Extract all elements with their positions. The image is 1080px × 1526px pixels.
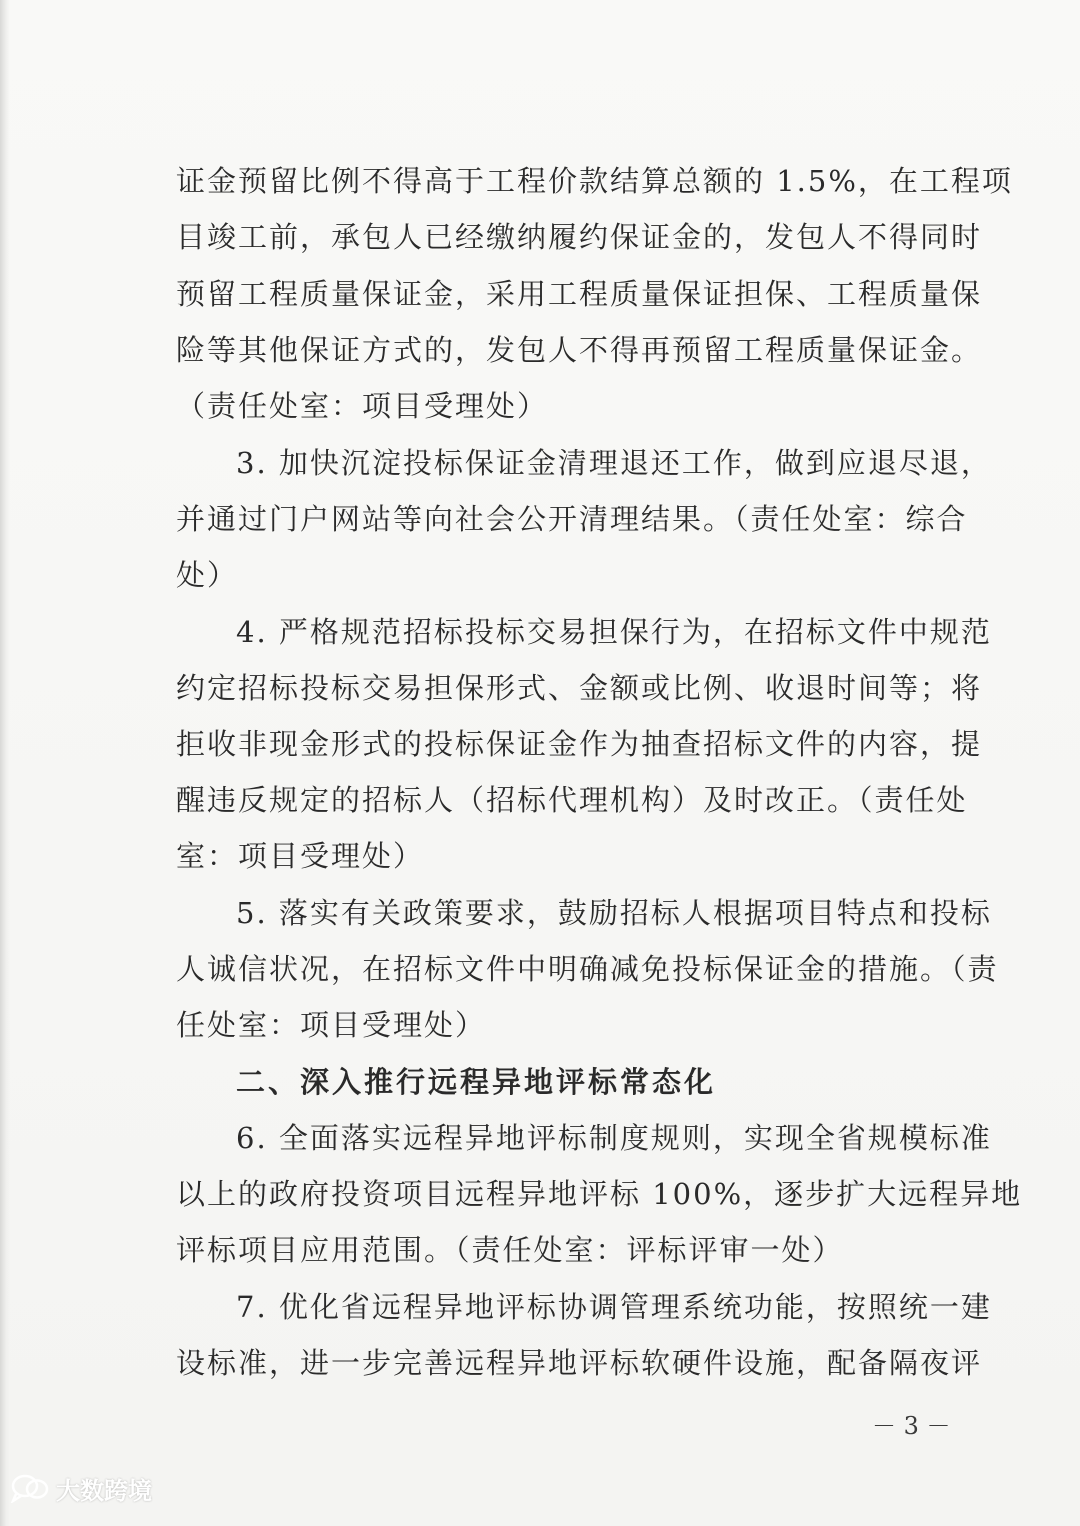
body-line: 目竣工前，承包人已经缴纳履约保证金的，发包人不得同时 (176, 220, 983, 254)
body-line: 并通过门户网站等向社会公开清理结果。（责任处室：综合 (176, 502, 968, 536)
list-item-4-start: 4. 严格规范招标投标交易担保行为，在招标文件中规范 (236, 615, 992, 649)
body-line: 约定招标投标交易担保形式、金额或比例、收退时间等；将 (176, 671, 983, 705)
body-line: 处） (176, 558, 239, 592)
section-heading: 二、深入推行远程异地评标常态化 (236, 1065, 717, 1099)
list-item-7-start: 7. 优化省远程异地评标协调管理系统功能，按照统一建 (236, 1290, 992, 1324)
body-line: （责任处室：项目受理处） (176, 389, 549, 423)
body-line: 醒违反规定的招标人（招标代理机构）及时改正。（责任处 (176, 783, 968, 817)
watermark (10, 1470, 152, 1506)
body-line: 以上的政府投资项目远程异地评标 100%，逐步扩大远程异地 (176, 1177, 1023, 1211)
body-line: 评标项目应用范围。（责任处室：评标评审一处） (176, 1233, 844, 1267)
chat-bubble-logo-icon (10, 1473, 50, 1503)
body-line: 室：项目受理处） (176, 839, 425, 873)
list-item-3-start: 3. 加快沉淀投标保证金清理退还工作，做到应退尽退， (236, 446, 992, 480)
watermark-text: 大数跨境 (56, 1476, 152, 1505)
page-number: － 3 － (872, 1412, 951, 1440)
page-edge-shadow (0, 0, 10, 1526)
body-line: 任处室：项目受理处） (176, 1008, 487, 1042)
body-line: 险等其他保证方式的，发包人不得再预留工程质量保证金。 (176, 333, 983, 367)
body-line: 证金预留比例不得高于工程价款结算总额的 1.5%，在工程项 (176, 164, 1013, 198)
body-line: 设标准，进一步完善远程异地评标软硬件设施，配备隔夜评 (176, 1346, 983, 1380)
body-line: 人诚信状况，在招标文件中明确减免投标保证金的措施。（责 (176, 952, 999, 986)
list-item-6-start: 6. 全面落实远程异地评标制度规则，实现全省规模标准 (236, 1121, 992, 1155)
list-item-5-start: 5. 落实有关政策要求，鼓励招标人根据项目特点和投标 (236, 896, 992, 930)
body-line: 拒收非现金形式的投标保证金作为抽查招标文件的内容，提 (176, 727, 983, 761)
body-line: 预留工程质量保证金，采用工程质量保证担保、工程质量保 (176, 277, 983, 311)
